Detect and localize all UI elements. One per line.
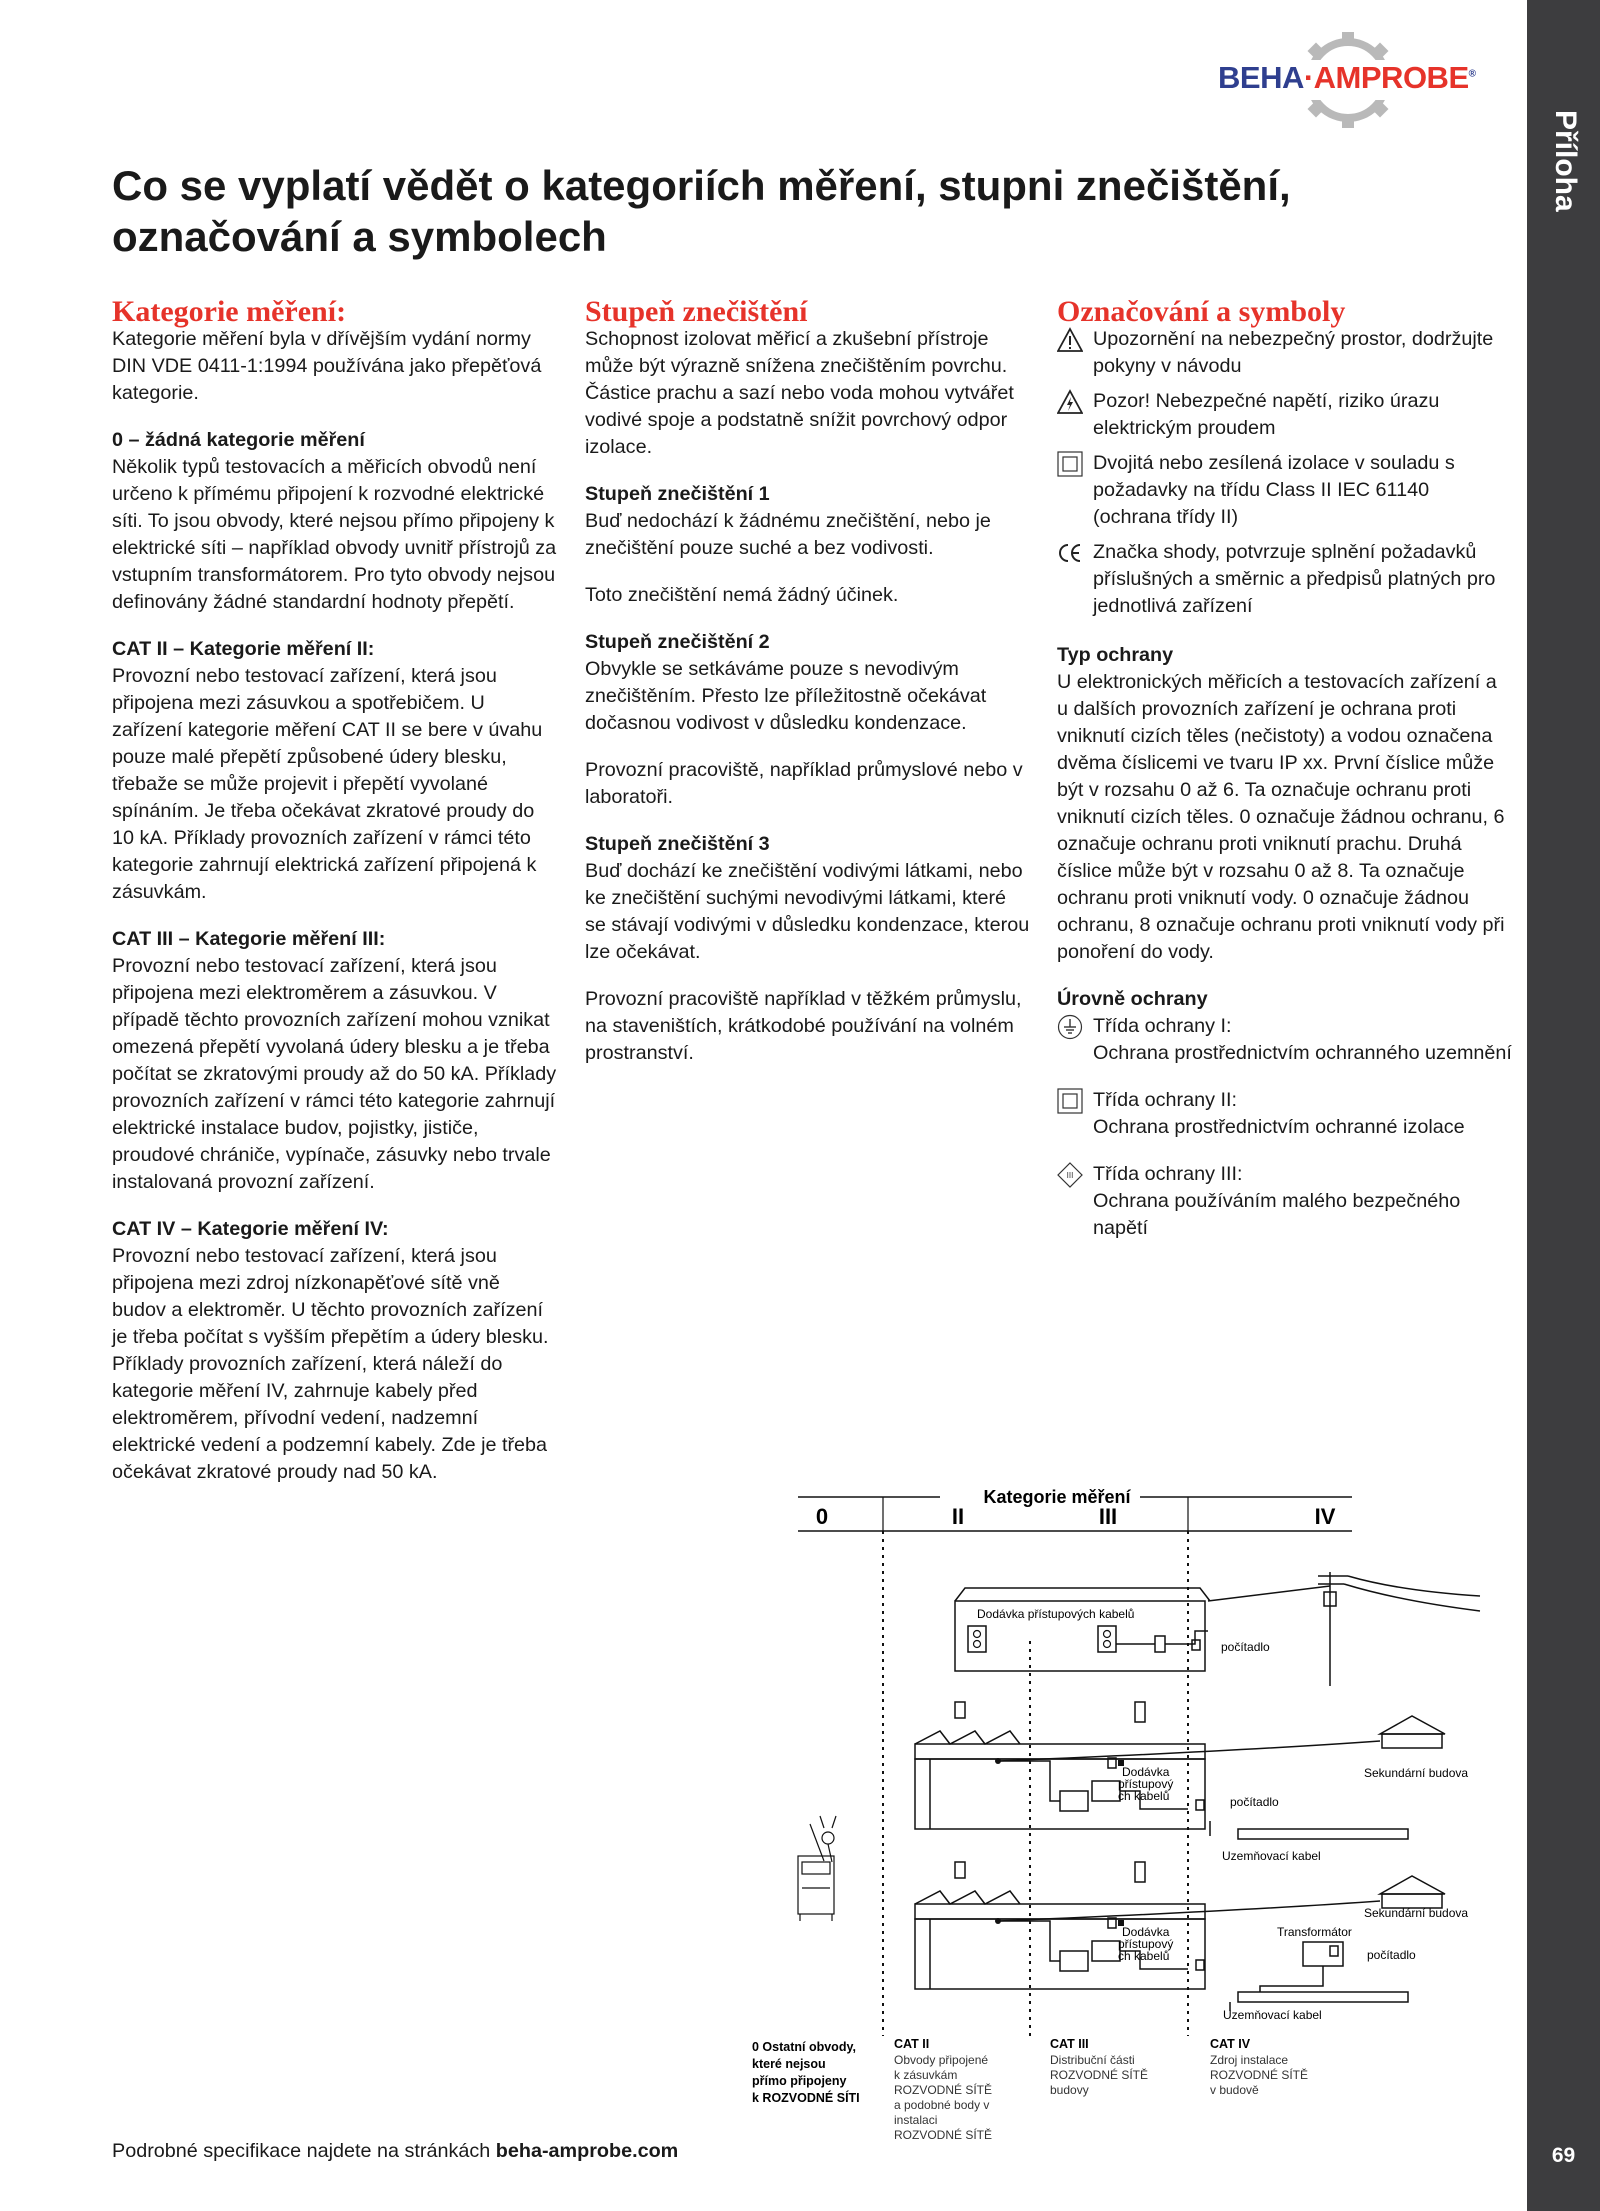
supply-label: ch kabelů [1118,1949,1170,1963]
legend-cat0: k ROZVODNÉ SÍTI [752,2091,860,2105]
ce-mark-icon [1057,540,1083,566]
section-heading: Stupeň znečištění [585,295,808,328]
markings-symbols-column [1057,294,1512,1262]
body-text: Provozní nebo testovací zařízení, která jsou připojena mezi zásuvkou a spotřebičem. U zařízení kategorie měření CAT II se bere v úvahu pouze malé přepětí způsobené údery blesku, třebaže se může projevit i přepětí vyvolané spínáním. Je třeba očekávat zkratové proudy do 10 kA. Příklady provozních zařízení v rámci této kategorie zahrnují elektrická zařízení připojená k zásuvkám. [112,665,543,903]
intro-text: Schopnost izolovat měřicí a zkušební přístroje může být výrazně snížena znečištěním povrchu. Částice prachu a sazí nebo voda mohou vytvářet vodivé spoje a podstatně snížit povrchový odpor izolace. [585,328,1014,458]
body-text: Provozní nebo testovací zařízení, která jsou připojena mezi zdroj nízkonapěťové sítě vně budov a elektroměr. U těchto provozních zařízení je třeba počítat s vyšším přepětím a údery blesku. Příklady provozních zařízení, která náleží do kategorie měření IV, zahrnuje kabely před elektroměrem, přívodní vedení, nadzemní elektrické vedení a podzemní kabely. Zde je třeba očekávat zkratové proudy nad 50 kA. [112,1245,549,1483]
meter-label: počítadlo [1230,1795,1279,1809]
measurement-categories-column [112,294,557,1506]
transformer-label: Transformátor [1277,1925,1352,1939]
subheading: Typ ochrany [1057,644,1174,666]
section-heading: Označování a symboly [1057,295,1346,328]
symbol-text: Značka shody, potvrzuje splnění požadavků příslušných a směrnic a předpisů platných pro jednotlivá zařízení [1093,541,1496,617]
body-text: Obvykle se setkáváme pouze s nevodivým znečištěním. Přesto lze příležitostně očekávat dočasnou vodivost v důsledku kondenzace. [585,658,987,734]
legend-cat0: které nejsou [752,2057,826,2071]
supply-label: ch kabelů [1118,1789,1170,1803]
brand-logo: BEHA·AMPROBE® [1218,60,1476,95]
class-three-icon [1057,1162,1083,1188]
diagram-title: Kategorie měření [983,1487,1131,1507]
legend-cat2: instalaci [894,2113,938,2127]
protection-class-text: Ochrana používáním malého bezpečného napětí [1093,1190,1461,1239]
body-text: Provozní pracoviště, například průmyslové nebo v laboratoři. [585,759,1023,808]
legend-cat0: přímo připojeny [752,2074,847,2088]
body-text: Provozní pracoviště například v těžkém průmyslu, na staveništích, krátkodobé používání na volném prostranství. [585,988,1022,1064]
legend-cat2-title: CAT II [894,2037,930,2051]
footer-text: Podrobné specifikace najdete na stránkách [112,2140,496,2162]
category-label: III [1098,1504,1118,1529]
meter-label: počítadlo [1367,1948,1416,1962]
earthing-cable-label: Uzemňovací kabel [1223,2008,1322,2022]
double-insulation-icon [1057,1088,1083,1114]
protection-class-text: Ochrana prostřednictvím ochranné izolace [1093,1116,1465,1138]
body-text: Buď nedochází k žádnému znečištění, nebo je znečištění pouze suché a bez vodivosti. [585,510,991,559]
subheading: CAT II – Kategorie měření II: [112,638,375,660]
sidebar [1527,0,1600,2211]
supply-label: přístupový [1118,1777,1174,1791]
meter-label: počítadlo [1221,1640,1270,1654]
warning-triangle-icon [1057,327,1083,353]
legend-cat3: Distribuční části [1050,2053,1135,2067]
legend-cat3: budovy [1050,2083,1089,2097]
category-label: 0 [815,1504,829,1529]
sidebar-label: Příloha [1549,110,1582,212]
secondary-building-label: Sekundární budova [1364,1906,1469,1920]
legend-cat3-title: CAT III [1050,2037,1089,2051]
high-voltage-triangle-icon [1057,389,1083,415]
protection-class-text: Ochrana prostřednictvím ochranného uzemnění [1093,1042,1512,1064]
protection-class-title: Třída ochrany I: [1093,1015,1232,1037]
svg-text:III: III [1066,1171,1074,1180]
symbol-item [1057,450,1512,531]
subheading: 0 – žádná kategorie měření [112,429,365,451]
protective-earth-icon [1057,1014,1083,1040]
legend-cat3: ROZVODNÉ SÍTĚ [1050,2068,1149,2082]
protection-class-title: Třída ochrany II: [1093,1089,1238,1111]
protection-class-item [1057,1087,1512,1141]
page-title: Co se vyplatí vědět o kategoriích měření, stupni znečištění, označování a symbolech [112,162,1291,260]
subheading: Stupeň znečištění 1 [585,483,770,505]
subheading: CAT III – Kategorie měření III: [112,928,386,950]
intro-text: Kategorie měření byla v dřívějším vydání normy DIN VDE 0411-1:1994 používána jako přepěťová kategorie. [112,328,542,404]
body-text: Buď dochází ke znečištění vodivými látkami, nebo ke znečištění suchými nevodivými látkami, které se stávají vodivými v důsledku kondenzace, kterou lze očekávat. [585,860,1030,963]
earthing-cable-label: Uzemňovací kabel [1222,1849,1321,1863]
legend-cat4: ROZVODNÉ SÍTĚ [1210,2068,1309,2082]
page-number: 69 [1551,2144,1576,2167]
supply-label: Dodávka přístupových kabelů [977,1607,1135,1621]
subheading: Stupeň znečištění 2 [585,631,770,653]
subheading: Úrovně ochrany [1057,988,1208,1010]
footer [112,2140,678,2163]
body-text: Několik typů testovacích a měřicích obvodů není určeno k přímému připojení k rozvodné elektrické síti. To jsou obvody, které nejsou přímo připojeny k elektrické síti – například obvody uvnitř přístrojů za vstupním transformátorem. Pro tyto obvody nejsou definovány žádné standardní hodnoty přepětí. [112,456,557,613]
legend-cat2: ROZVODNÉ SÍTĚ [894,2083,993,2097]
symbol-item [1057,539,1512,620]
legend-cat4-title: CAT IV [1210,2037,1251,2051]
symbol-text: Dvojitá nebo zesílená izolace v souladu s požadavky na třídu Class II IEC 61140 (ochrana třídy II) [1093,452,1455,528]
legend-cat2: ROZVODNÉ SÍTĚ [894,2128,993,2142]
legend-cat2: Obvody připojené [894,2053,989,2067]
body-text: Toto znečištění nemá žádný účinek. [585,584,899,606]
legend-cat2: a podobné body v [894,2098,990,2112]
supply-label: Dodávka [1122,1765,1170,1779]
legend-cat2: k zásuvkám [894,2068,958,2082]
supply-label: Dodávka [1122,1925,1170,1939]
protection-class-title: Třída ochrany III: [1093,1163,1243,1185]
subheading: Stupeň znečištění 3 [585,833,770,855]
supply-label: přístupový [1118,1937,1174,1951]
pollution-degree-column [585,294,1030,1087]
section-heading: Kategorie měření: [112,295,347,328]
legend-cat4: Zdroj instalace [1210,2053,1289,2067]
protection-class-item [1057,1013,1512,1067]
symbol-text: Pozor! Nebezpečné napětí, riziko úrazu elektrickým proudem [1093,390,1440,439]
subheading: CAT IV – Kategorie měření IV: [112,1218,389,1240]
protection-class-item [1057,1161,1512,1242]
double-insulation-icon [1057,451,1083,477]
body-text: Provozní nebo testovací zařízení, která jsou připojena mezi elektroměrem a zásuvkou. V případě těchto provozních zařízení mohou vznikat omezená přepětí vyvolaná údery blesku a je třeba počítat se zkratovými proudy až do 50 kA. Příklady provozních zařízení v rámci této kategorie zahrnují elektrické instalace budov, pojistky, jističe, proudové chrániče, vypínače, zásuvky nebo trvale instalovaná provozní zařízení. [112,955,557,1193]
category-label: II [951,1504,965,1529]
symbol-text: Upozornění na nebezpečný prostor, dodržujte pokyny v návodu [1093,328,1494,377]
symbol-item [1057,388,1512,442]
footer-link[interactable]: beha-amprobe.com [495,2140,679,2162]
body-text: U elektronických měřicích a testovacích zařízení a u dalších provozních zařízení je ochrana proti vniknutí cizích těles (nečistoty) a vodou označena dvěma číslicemi ve tvaru IP xx. První číslice může být v rozsahu 0 až 6. Ta označuje ochranu proti vniknutí cizích těles. 0 označuje žádnou ochranu, 6 označuje ochranu proti vniknutí prachu. Druhá číslice může být v rozsahu 0 až 8. Ta označuje ochranu proti vniknutí vody. 0 označuje žádnou ochranu, 8 označuje ochranu proti vniknutí vody při ponoření do vody. [1057,671,1505,963]
worker-illustration [798,1816,836,1921]
category-label: IV [1314,1504,1336,1529]
legend-cat0: 0 Ostatní obvody, [752,2040,856,2054]
symbol-item [1057,326,1512,380]
secondary-building-label: Sekundární budova [1364,1766,1469,1780]
measurement-category-diagram [740,1476,1500,2156]
legend-cat4: v budově [1210,2083,1259,2097]
